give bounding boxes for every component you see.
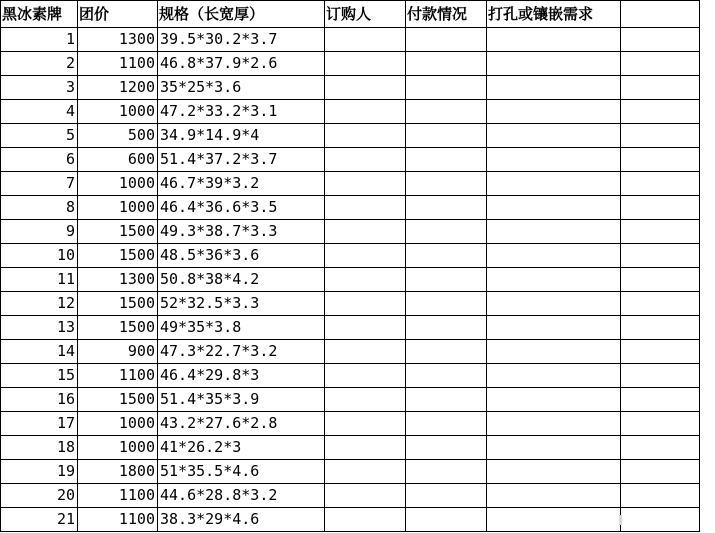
cell-id[interactable]: 2 xyxy=(1,52,78,76)
cell-drilling[interactable] xyxy=(487,52,621,76)
cell-price[interactable]: 1100 xyxy=(78,364,158,388)
cell-payment[interactable] xyxy=(406,244,487,268)
cell-buyer[interactable] xyxy=(325,28,406,52)
cell-spec[interactable]: 51*35.5*4.6 xyxy=(158,460,325,484)
selection-handle xyxy=(619,515,622,525)
cell-id[interactable]: 1 xyxy=(1,28,78,52)
table-row xyxy=(1,388,700,412)
table-row xyxy=(1,436,700,460)
cell-spec[interactable]: 34.9*14.9*4 xyxy=(158,124,325,148)
header-cell-drilling[interactable]: 打孔或镶嵌需求 xyxy=(487,1,621,28)
cell-spec[interactable]: 46.8*37.9*2.6 xyxy=(158,52,325,76)
cell-price[interactable]: 1000 xyxy=(78,172,158,196)
cell-extra[interactable] xyxy=(621,268,700,292)
cell-extra[interactable] xyxy=(621,508,700,532)
cell-price[interactable]: 1000 xyxy=(78,196,158,220)
cell-drilling[interactable] xyxy=(487,436,621,460)
cell-buyer[interactable] xyxy=(325,244,406,268)
cell-extra[interactable] xyxy=(621,52,700,76)
table-row xyxy=(1,364,700,388)
cell-extra[interactable] xyxy=(621,76,700,100)
cell-buyer[interactable] xyxy=(325,196,406,220)
cell-payment[interactable] xyxy=(406,508,487,532)
cell-id[interactable]: 3 xyxy=(1,76,78,100)
cell-payment[interactable] xyxy=(406,76,487,100)
header-cell-buyer[interactable]: 订购人 xyxy=(325,1,406,28)
cell-id[interactable]: 5 xyxy=(1,124,78,148)
cell-drilling[interactable] xyxy=(487,316,621,340)
table-row xyxy=(1,172,700,196)
cell-buyer[interactable] xyxy=(325,52,406,76)
cell-id[interactable]: 6 xyxy=(1,148,78,172)
cell-payment[interactable] xyxy=(406,436,487,460)
table-row xyxy=(1,412,700,436)
table-row xyxy=(1,484,700,508)
cell-price[interactable]: 1000 xyxy=(78,100,158,124)
cell-payment[interactable] xyxy=(406,388,487,412)
cell-payment[interactable] xyxy=(406,268,487,292)
cell-buyer[interactable] xyxy=(325,484,406,508)
table-row xyxy=(1,28,700,52)
cell-drilling[interactable] xyxy=(487,148,621,172)
cell-id[interactable]: 13 xyxy=(1,316,78,340)
cell-payment[interactable] xyxy=(406,316,487,340)
cell-spec[interactable]: 47.2*33.2*3.1 xyxy=(158,100,325,124)
cell-id[interactable]: 8 xyxy=(1,196,78,220)
cell-buyer[interactable] xyxy=(325,316,406,340)
cell-id[interactable]: 19 xyxy=(1,460,78,484)
cell-payment[interactable] xyxy=(406,148,487,172)
cell-spec[interactable]: 51.4*35*3.9 xyxy=(158,388,325,412)
cell-price[interactable]: 1200 xyxy=(78,76,158,100)
cell-spec[interactable]: 49.3*38.7*3.3 xyxy=(158,220,325,244)
cell-drilling[interactable] xyxy=(487,268,621,292)
table-row xyxy=(1,196,700,220)
cell-extra[interactable] xyxy=(621,388,700,412)
cell-price[interactable]: 1500 xyxy=(78,292,158,316)
cell-buyer[interactable] xyxy=(325,340,406,364)
cell-payment[interactable] xyxy=(406,172,487,196)
cell-buyer[interactable] xyxy=(325,148,406,172)
cell-price[interactable]: 500 xyxy=(78,124,158,148)
cell-spec[interactable]: 44.6*28.8*3.2 xyxy=(158,484,325,508)
cell-spec[interactable]: 35*25*3.6 xyxy=(158,76,325,100)
cell-id[interactable]: 16 xyxy=(1,388,78,412)
table-row xyxy=(1,268,700,292)
cell-drilling[interactable] xyxy=(487,76,621,100)
cell-id[interactable]: 11 xyxy=(1,268,78,292)
cell-drilling[interactable] xyxy=(487,172,621,196)
cell-id[interactable]: 10 xyxy=(1,244,78,268)
cell-payment[interactable] xyxy=(406,292,487,316)
cell-spec[interactable]: 43.2*27.6*2.8 xyxy=(158,412,325,436)
cell-price[interactable]: 1100 xyxy=(78,484,158,508)
cell-spec[interactable]: 39.5*30.2*3.7 xyxy=(158,28,325,52)
cell-spec[interactable]: 47.3*22.7*3.2 xyxy=(158,340,325,364)
cell-drilling[interactable] xyxy=(487,484,621,508)
cell-buyer[interactable] xyxy=(325,76,406,100)
table-row xyxy=(1,124,700,148)
table-row xyxy=(1,52,700,76)
cell-payment[interactable] xyxy=(406,364,487,388)
cell-drilling[interactable] xyxy=(487,508,621,532)
cell-price[interactable]: 1500 xyxy=(78,244,158,268)
cell-id[interactable]: 4 xyxy=(1,100,78,124)
cell-drilling[interactable] xyxy=(487,364,621,388)
cell-drilling[interactable] xyxy=(487,196,621,220)
cell-buyer[interactable] xyxy=(325,220,406,244)
cell-price[interactable]: 1500 xyxy=(78,388,158,412)
cell-extra[interactable] xyxy=(621,124,700,148)
table-row xyxy=(1,100,700,124)
cell-extra[interactable] xyxy=(621,100,700,124)
cell-price[interactable]: 1300 xyxy=(78,268,158,292)
cell-payment[interactable] xyxy=(406,460,487,484)
cell-price[interactable]: 1000 xyxy=(78,412,158,436)
cell-price[interactable]: 1800 xyxy=(78,460,158,484)
header-cell-name[interactable]: 黑冰素牌 xyxy=(1,1,78,28)
table-row xyxy=(1,244,700,268)
cell-spec[interactable]: 46.7*39*3.2 xyxy=(158,172,325,196)
table-row xyxy=(1,76,700,100)
cell-buyer[interactable] xyxy=(325,124,406,148)
cell-id[interactable]: 21 xyxy=(1,508,78,532)
cell-buyer[interactable] xyxy=(325,436,406,460)
cell-payment[interactable] xyxy=(406,100,487,124)
cell-payment[interactable] xyxy=(406,124,487,148)
cell-price[interactable]: 600 xyxy=(78,148,158,172)
cell-buyer[interactable] xyxy=(325,172,406,196)
cell-spec[interactable]: 48.5*36*3.6 xyxy=(158,244,325,268)
cell-payment[interactable] xyxy=(406,196,487,220)
cell-extra[interactable] xyxy=(621,244,700,268)
cell-extra[interactable] xyxy=(621,316,700,340)
cell-spec[interactable]: 52*32.5*3.3 xyxy=(158,292,325,316)
cell-price[interactable]: 1500 xyxy=(78,220,158,244)
cell-drilling[interactable] xyxy=(487,124,621,148)
cell-extra[interactable] xyxy=(621,364,700,388)
cell-drilling[interactable] xyxy=(487,244,621,268)
cell-payment[interactable] xyxy=(406,52,487,76)
cell-id[interactable]: 15 xyxy=(1,364,78,388)
cell-spec[interactable]: 46.4*29.8*3 xyxy=(158,364,325,388)
cell-drilling[interactable] xyxy=(487,388,621,412)
cell-drilling[interactable] xyxy=(487,220,621,244)
cell-extra[interactable] xyxy=(621,436,700,460)
cell-buyer[interactable] xyxy=(325,292,406,316)
cell-id[interactable]: 12 xyxy=(1,292,78,316)
header-cell-payment[interactable]: 付款情况 xyxy=(406,1,487,28)
cell-price[interactable]: 1300 xyxy=(78,28,158,52)
cell-payment[interactable] xyxy=(406,412,487,436)
cell-payment[interactable] xyxy=(406,340,487,364)
cell-buyer[interactable] xyxy=(325,412,406,436)
table-row xyxy=(1,340,700,364)
cell-id[interactable]: 17 xyxy=(1,412,78,436)
cell-drilling[interactable] xyxy=(487,28,621,52)
table-row xyxy=(1,292,700,316)
cell-buyer[interactable] xyxy=(325,508,406,532)
cell-extra[interactable] xyxy=(621,460,700,484)
cell-spec[interactable]: 49*35*3.8 xyxy=(158,316,325,340)
cell-spec[interactable]: 41*26.2*3 xyxy=(158,436,325,460)
table-row xyxy=(1,220,700,244)
cell-extra[interactable] xyxy=(621,148,700,172)
cell-extra[interactable] xyxy=(621,196,700,220)
table-row xyxy=(1,508,700,532)
table-row xyxy=(1,460,700,484)
header-row xyxy=(1,1,700,28)
cell-extra[interactable] xyxy=(621,172,700,196)
header-cell-spec[interactable]: 规格（长宽厚） xyxy=(158,1,325,28)
cell-extra[interactable] xyxy=(621,484,700,508)
cell-drilling[interactable] xyxy=(487,412,621,436)
cell-extra[interactable] xyxy=(621,28,700,52)
cell-extra[interactable] xyxy=(621,412,700,436)
cell-price[interactable]: 1100 xyxy=(78,508,158,532)
header-cell-empty[interactable] xyxy=(621,1,700,28)
cell-spec[interactable]: 38.3*29*4.6 xyxy=(158,508,325,532)
cell-buyer[interactable] xyxy=(325,364,406,388)
cell-id[interactable]: 20 xyxy=(1,484,78,508)
table-row xyxy=(1,148,700,172)
cell-buyer[interactable] xyxy=(325,460,406,484)
cell-drilling[interactable] xyxy=(487,460,621,484)
cell-spec[interactable]: 51.4*37.2*3.7 xyxy=(158,148,325,172)
cell-id[interactable]: 7 xyxy=(1,172,78,196)
cell-spec[interactable]: 46.4*36.6*3.5 xyxy=(158,196,325,220)
cell-buyer[interactable] xyxy=(325,388,406,412)
cell-buyer[interactable] xyxy=(325,100,406,124)
cell-extra[interactable] xyxy=(621,292,700,316)
cell-buyer[interactable] xyxy=(325,268,406,292)
cell-payment[interactable] xyxy=(406,28,487,52)
table-row xyxy=(1,316,700,340)
cell-price[interactable]: 1500 xyxy=(78,316,158,340)
cell-payment[interactable] xyxy=(406,484,487,508)
cell-extra[interactable] xyxy=(621,340,700,364)
header-cell-price[interactable]: 团价 xyxy=(78,1,158,28)
cell-drilling[interactable] xyxy=(487,100,621,124)
cell-spec[interactable]: 50.8*38*4.2 xyxy=(158,268,325,292)
cell-payment[interactable] xyxy=(406,220,487,244)
cell-id[interactable]: 9 xyxy=(1,220,78,244)
cell-price[interactable]: 900 xyxy=(78,340,158,364)
cell-extra[interactable] xyxy=(621,220,700,244)
cell-id[interactable]: 18 xyxy=(1,436,78,460)
cell-drilling[interactable] xyxy=(487,340,621,364)
cell-price[interactable]: 1100 xyxy=(78,52,158,76)
cell-price[interactable]: 1000 xyxy=(78,436,158,460)
cell-id[interactable]: 14 xyxy=(1,340,78,364)
cell-drilling[interactable] xyxy=(487,292,621,316)
